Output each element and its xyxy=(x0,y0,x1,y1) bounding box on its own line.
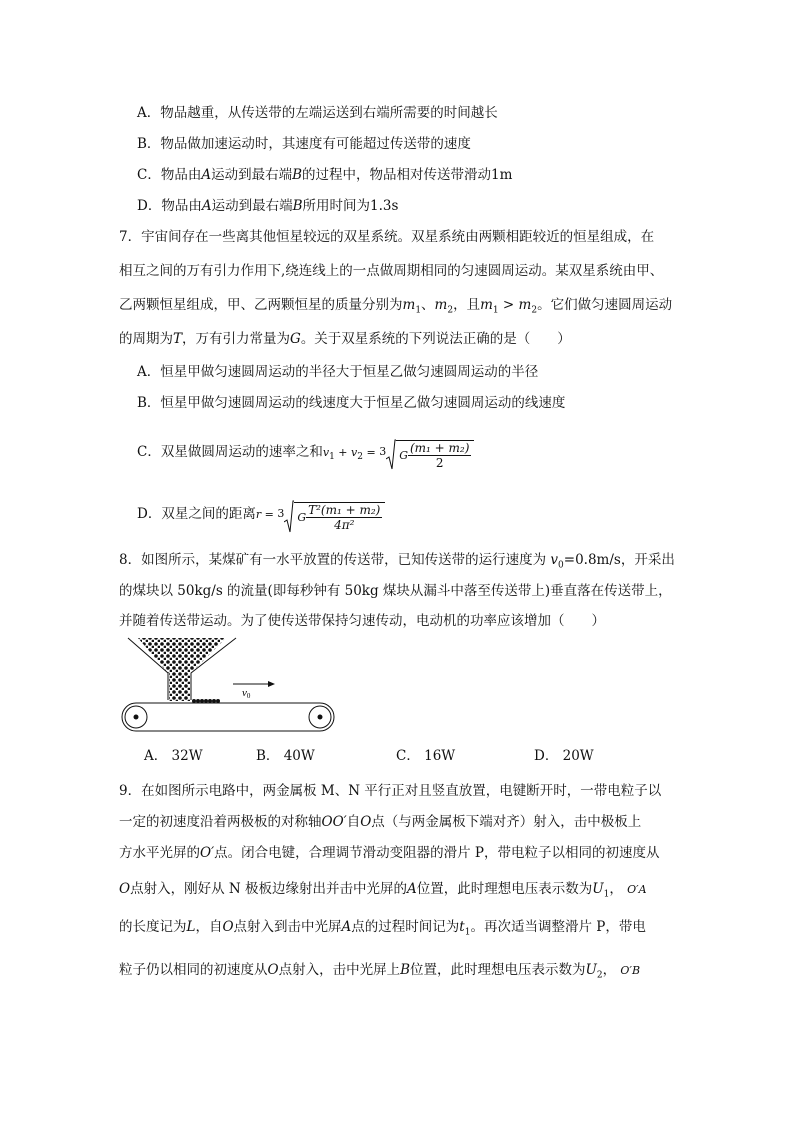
q6-option-a: A．物品越重，从传送带的左端运送到右端所需要的时间越长 xyxy=(137,105,498,121)
conveyor-belt-figure xyxy=(118,636,340,732)
coal-on-belt xyxy=(192,699,220,703)
q9-line-1: 9．在如图所示电路中，两金属板 M、N 平行正对且竖直放置，电键断开时，一带电粒子以 xyxy=(119,783,662,799)
velocity-label: v0 xyxy=(242,687,251,700)
q8-line-1: 8．如图所示，某煤矿有一水平放置的传送带，已知传送带的运行速度为 $v_0=0.8m/s$，开采出 xyxy=(119,552,675,571)
q9-line-4: O点射入，刚好从 N 极板边缘射出并击中光屏的A位置，此时理想电压表示数为$U_1$， O′A xyxy=(119,881,647,900)
q7-line-2: 相互之间的万有引力作用下,绕连线上的一点做周期相同的匀速圆周运动。某双星系统由甲、 xyxy=(119,263,664,279)
cube-root-d: $^3$ G $\frac{\text{T²(m₁ + m₂)}}{\text{4π²}}$ xyxy=(277,494,385,535)
q6-option-b: B．物品做加速运动时，其速度有可能超过传送带的速度 xyxy=(137,136,471,152)
q9-line-3: 方水平光屏的O′点。闭合电键，合理调节滑动变阻器的滑片 P，带电粒子以相同的初速度从 xyxy=(119,845,660,861)
q8-option-c: C． 16W xyxy=(396,748,456,764)
q7-option-c: C．双星做圆周运动的速率之和$v_1 + v_2 = ^3$ G $\frac{\text{(m₁ + m₂)}}{2}$ xyxy=(137,432,474,468)
q8-option-d: D． 20W xyxy=(534,748,594,764)
radical-sign-icon xyxy=(284,500,294,534)
q7-option-b: B．恒星甲做匀速圆周运动的线速度大于恒星乙做匀速圆周运动的线速度 xyxy=(137,395,566,411)
right-roller xyxy=(309,706,331,728)
falling-coal xyxy=(169,673,190,701)
q7-option-d: D．双星之间的距离r = $^3$ G $\frac{\text{T²(m₁ + m₂)}}{\text{4π²}}$ xyxy=(137,494,385,530)
q9-line-6: 粒子仍以相同的初速度从O点射入，击中光屏上B位置，此时理想电压表示数为$U_2$， O′B xyxy=(119,962,641,981)
q9-line-5: 的长度记为L，自O点射入到击中光屏A点的过程时间记为$t_1$。再次适当调整滑片 P，带电 xyxy=(119,919,646,938)
q7-line-3: 乙两颗恒星组成，甲、乙两颗恒星的质量分别为$m_1$、$m_2$，且$m_1 > m_2$。它们做匀速圆周运动 xyxy=(119,297,673,316)
q6-option-c: C．物品由A运动到最右端B的过程中，物品相对传送带滑动1m xyxy=(137,167,513,183)
q7-line-1: 7．宇宙间存在一些离其他恒星较远的双星系统。双星系统由两颗相距较近的恒星组成，在 xyxy=(119,229,655,245)
left-roller xyxy=(125,706,147,728)
q8-option-b: B． 40W xyxy=(256,748,315,764)
radical-sign-icon xyxy=(386,439,396,471)
cube-root-c: $^3$ G $\frac{\text{(m₁ + m₂)}}{2}$ xyxy=(379,432,474,473)
belt xyxy=(122,703,334,731)
q6-option-d: D．物品由A运动到最右端B所用时间为1.3s xyxy=(137,198,399,214)
q8-line-3: 并随着传送带运动。为了使传送带保持匀速传动，电动机的功率应该增加（ ） xyxy=(119,613,605,629)
q7-line-4: 的周期为T，万有引力常量为G。关于双星系统的下列说法正确的是（ ） xyxy=(119,331,571,347)
q9-line-2: 一定的初速度沿着两极板的对称轴OO′自O点（与两金属板下端对齐）射入，击中极板上 xyxy=(119,814,642,830)
velocity-arrow xyxy=(233,681,275,687)
q7-option-a: A．恒星甲做匀速圆周运动的半径大于恒星乙做匀速圆周运动的半径 xyxy=(137,364,539,380)
q8-option-a: A． 32W xyxy=(144,748,203,764)
q8-line-2: 的煤块以 50kg/s 的流量(即每秒钟有 50kg 煤块从漏斗中落至传送带上)垂直落在传送带上， xyxy=(119,583,672,599)
